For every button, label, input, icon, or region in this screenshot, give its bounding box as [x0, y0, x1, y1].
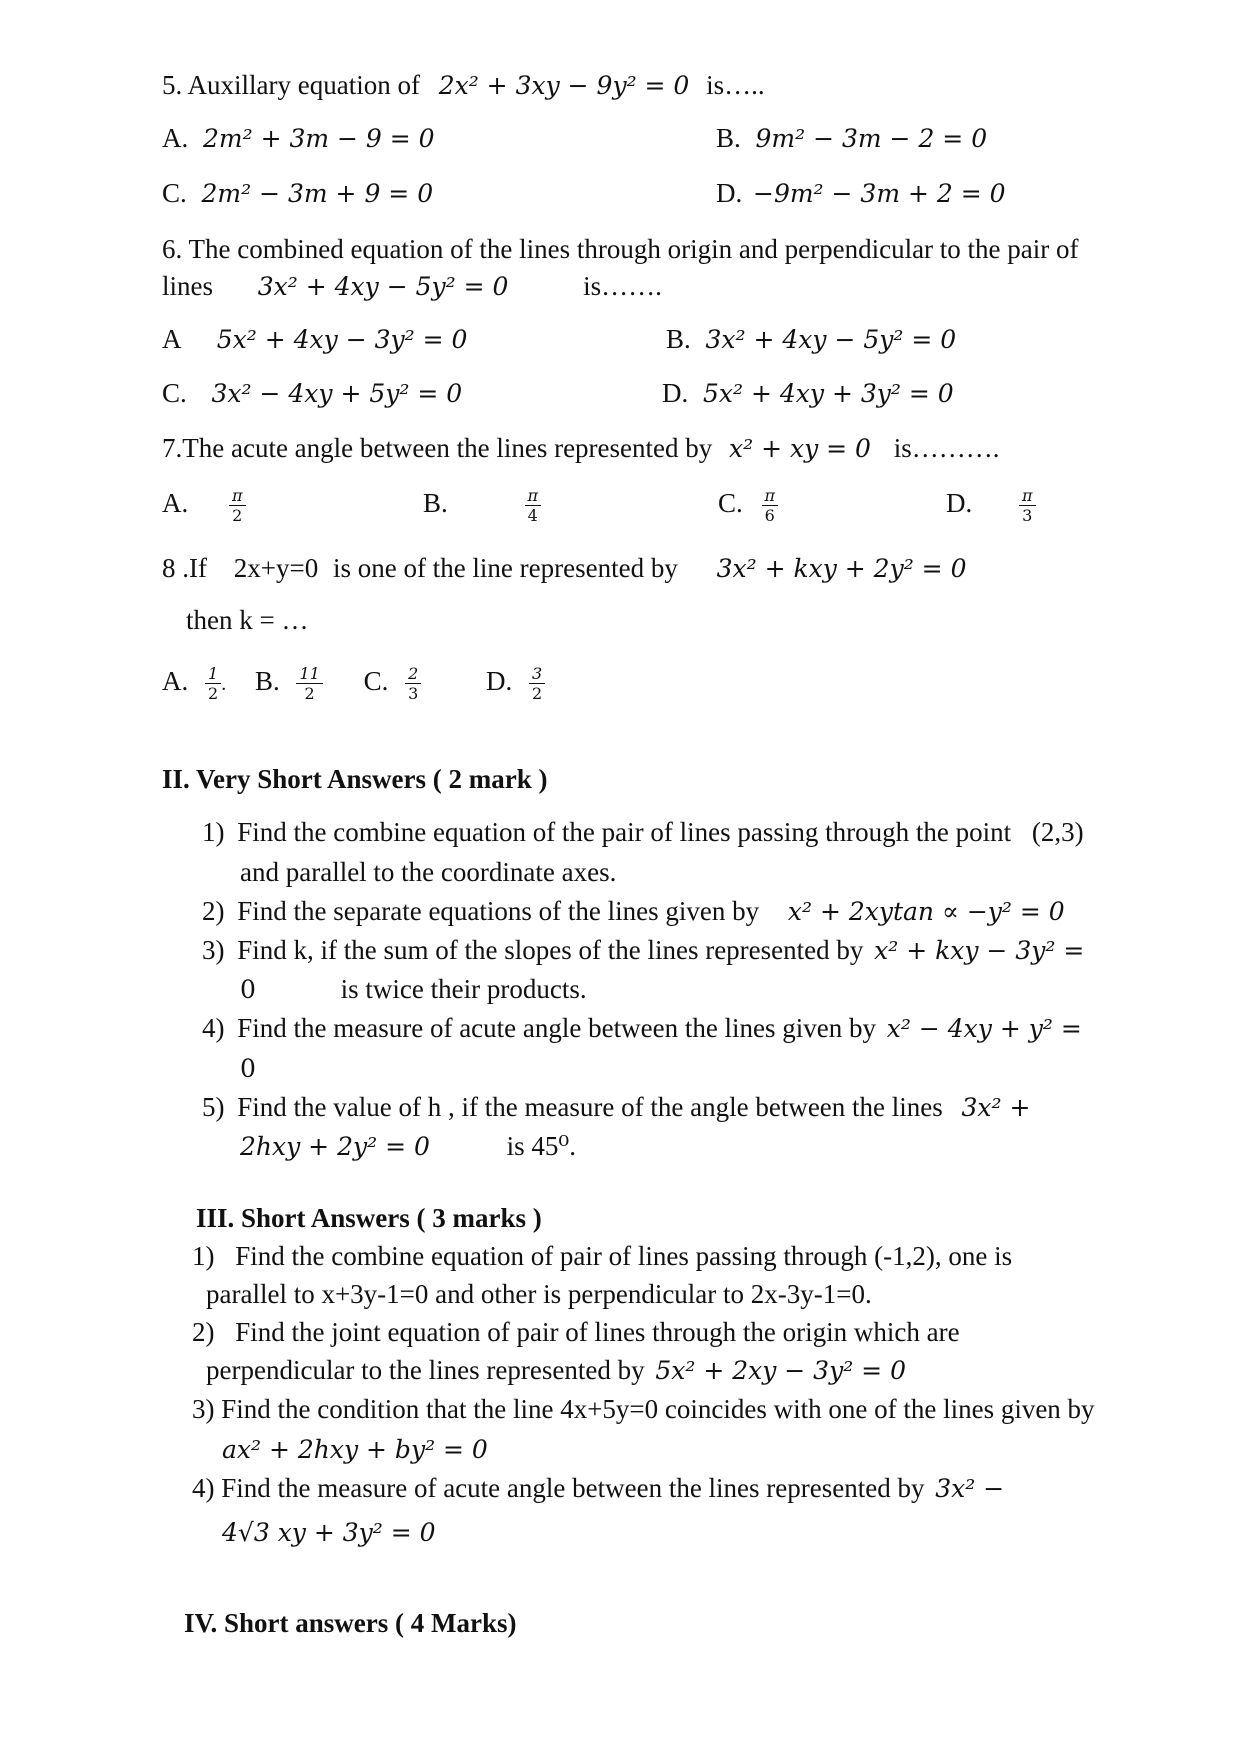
s2-item-3-text: Find k, if the sum of the slopes of the lines represented by [237, 935, 864, 965]
q7-option-b [423, 486, 541, 525]
q6-option-c-text: 3x² − 4xy + 5y² = 0 [211, 379, 463, 408]
q8-option-b-label: B. [254, 665, 280, 696]
q8-options [162, 664, 545, 703]
q8-option-a-dot: . [221, 672, 227, 695]
q5-option-d-text: −9m² − 3m + 2 = 0 [753, 179, 1006, 208]
q6-prefix: lines [162, 271, 213, 301]
s2-item-3-equation: x² + kxy − 3y² = [874, 936, 1085, 965]
q6-option-a-label: A [162, 324, 181, 354]
s2-item-3-equation-cont: 0 [240, 975, 256, 1004]
fraction-denominator: 2 [532, 684, 543, 704]
q7-option-a-label: A. [162, 487, 189, 518]
s2-item-4 [202, 1013, 1082, 1044]
fraction-numerator: 1 [205, 664, 221, 684]
s2-item-4-line2 [240, 1053, 256, 1084]
q6-option-a [162, 324, 467, 355]
s2-item-1 [202, 817, 1084, 848]
s2-item-2 [202, 896, 1065, 927]
s3-item-4 [192, 1473, 1004, 1504]
s2-item-5-text: Find the value of h , if the measure of the angle between the lines [237, 1092, 943, 1122]
q5-option-c-text: 2m² − 3m + 9 = 0 [201, 179, 434, 208]
q8-option-a-fraction [205, 664, 221, 703]
q6-option-d [662, 378, 954, 409]
q8-option-d-label: D. [486, 665, 513, 696]
q7-equation: x² + xy = 0 [729, 434, 871, 463]
q8-equation: 3x² + kxy + 2y² = 0 [716, 554, 967, 583]
section-3-heading: III. Short Answers ( 3 marks ) [196, 1203, 542, 1233]
q8-prefix: 8 .If [162, 553, 207, 583]
s3-item-1-num: 1) [192, 1241, 215, 1271]
fraction-denominator: 4 [527, 506, 538, 526]
q5-option-b-label: B. [716, 123, 741, 153]
s3-item-3 [192, 1394, 1095, 1425]
fraction-denominator: 3 [408, 684, 419, 704]
s2-item-3-text-cont: is twice their products. [340, 974, 587, 1004]
s2-item-4-text: Find the measure of acute angle between the lines given by [237, 1013, 877, 1043]
q7-option-c [718, 486, 778, 525]
q7-stem-line [162, 433, 999, 464]
q8-option-d-fraction [529, 664, 545, 703]
s2-item-5-equation: 3x² + [961, 1093, 1031, 1122]
q6-equation: 3x² + 4xy − 5y² = 0 [257, 272, 509, 301]
q8-given-line: 2x+y=0 [233, 553, 319, 583]
q7-suffix: is………. [893, 433, 1000, 463]
s3-item-2 [192, 1317, 960, 1348]
s3-item-2-equation: 5x² + 2xy − 3y² = 0 [655, 1356, 906, 1385]
q6-option-b-label: B. [666, 324, 691, 354]
q6-option-a-text: 5x² + 4xy − 3y² = 0 [216, 325, 468, 354]
fraction-denominator: 3 [1022, 506, 1033, 526]
fraction-denominator: 2 [232, 506, 243, 526]
s2-item-3-num: 3) [202, 935, 225, 965]
q8-stem-middle: is one of the line represented by [332, 553, 678, 583]
s3-item-3-num: 3) [192, 1394, 215, 1424]
s2-item-4-num: 4) [202, 1013, 225, 1043]
fraction-numerator: 3 [529, 664, 545, 684]
q5-option-a-label: A. [162, 123, 189, 153]
q6-stem-line1: 6. The combined equation of the lines through origin and perpendicular to the pair of [162, 234, 1079, 264]
s2-item-2-num: 2) [202, 896, 225, 926]
s2-item-4-equation-cont: 0 [240, 1054, 256, 1083]
q8-option-c-fraction [405, 664, 421, 703]
q7-option-d [946, 486, 1036, 525]
fraction-denominator: 2 [304, 684, 315, 704]
s3-item-4-equation-cont: 4√3 xy + 3y² = 0 [222, 1518, 436, 1547]
q7-option-a-fraction [229, 486, 246, 525]
q6-option-d-text: 5x² + 4xy + 3y² = 0 [703, 379, 954, 408]
fraction-denominator: 6 [764, 506, 775, 526]
s3-item-4-text: Find the measure of acute angle between the lines represented by [221, 1473, 925, 1503]
q5-option-a [162, 123, 435, 154]
fraction-numerator: π [1019, 486, 1036, 506]
s2-item-4-equation: x² − 4xy + y² = [886, 1014, 1082, 1043]
q5-option-a-text: 2m² + 3m − 9 = 0 [203, 124, 435, 153]
s2-item-5-num: 5) [202, 1092, 225, 1122]
fraction-denominator: 2 [208, 684, 219, 704]
q8-stem-line2: then k = … [186, 605, 309, 635]
s3-item-2-text: Find the joint equation of pair of lines through the origin which are [235, 1317, 960, 1347]
q6-option-c-label: C. [162, 378, 187, 408]
q5-stem-line [162, 70, 765, 101]
q6-option-d-label: D. [662, 378, 689, 408]
s2-item-5-equation-cont: 2hxy + 2y² = 0 [240, 1132, 430, 1161]
s3-item-1-text: Find the combine equation of pair of lines passing through (-1,2), one is [235, 1241, 1013, 1271]
s2-item-3-line2 [240, 974, 587, 1005]
s2-item-2-text: Find the separate equations of the lines given by [237, 896, 760, 926]
s3-item-4-line2 [222, 1517, 436, 1548]
s2-item-3 [202, 935, 1084, 966]
q5-suffix: is….. [706, 70, 765, 100]
fraction-numerator: π [525, 486, 542, 506]
s2-item-1-line2: and parallel to the coordinate axes. [240, 857, 617, 887]
s2-item-1-num: 1) [202, 817, 225, 847]
s2-item-1-point: (2,3) [1031, 817, 1084, 847]
s2-item-5 [202, 1092, 1030, 1123]
s3-item-2-text-cont: perpendicular to the lines represented by [206, 1355, 645, 1385]
q5-option-c-label: C. [162, 178, 187, 208]
s3-item-4-num: 4) [192, 1473, 215, 1503]
q7-option-c-fraction [762, 486, 779, 525]
s3-item-3-line2 [222, 1434, 488, 1465]
fraction-numerator: 11 [296, 664, 322, 684]
q7-option-c-label: C. [718, 487, 743, 518]
s3-item-2-line2 [206, 1355, 906, 1386]
q5-option-b-text: 9m² − 3m − 2 = 0 [755, 124, 988, 153]
q6-option-c [162, 378, 462, 409]
fraction-numerator: π [229, 486, 246, 506]
section-2-heading: II. Very Short Answers ( 2 mark ) [162, 764, 548, 794]
q8-option-c-label: C. [363, 665, 389, 696]
s3-item-3-text: Find the condition that the line 4x+5y=0 coincides with one of the lines given by [221, 1394, 1095, 1424]
section-4-heading: IV. Short answers ( 4 Marks) [184, 1608, 517, 1638]
q5-stem: 5. Auxillary equation of [162, 70, 420, 100]
q6-option-b-text: 3x² + 4xy − 5y² = 0 [705, 325, 957, 354]
s3-item-4-equation: 3x² − [935, 1474, 1005, 1503]
q6-stem-line2 [162, 271, 662, 302]
q6-option-b [666, 324, 956, 355]
q7-option-a [162, 486, 246, 525]
q5-option-c [162, 178, 433, 209]
q6-suffix: is……. [583, 271, 662, 301]
s2-item-1-text: Find the combine equation of the pair of lines passing through the point [237, 817, 1012, 847]
s3-item-2-num: 2) [192, 1317, 215, 1347]
q5-option-d-label: D. [716, 178, 743, 208]
q8-option-b-fraction [296, 664, 322, 703]
s3-item-1 [192, 1241, 1012, 1272]
q5-option-d [716, 178, 1006, 209]
q8-option-a-label: A. [162, 665, 189, 696]
q7-option-d-fraction [1019, 486, 1036, 525]
s3-item-3-equation: ax² + 2hxy + by² = 0 [222, 1435, 488, 1464]
q5-option-b [716, 123, 987, 154]
q5-equation: 2x² + 3xy − 9y² = 0 [438, 71, 690, 100]
q7-option-b-fraction [525, 486, 542, 525]
q7-option-b-label: B. [423, 487, 448, 518]
s2-item-5-line2 [240, 1131, 576, 1162]
q7-stem: 7.The acute angle between the lines represented by [162, 433, 713, 463]
s3-item-1-line2: parallel to x+3y-1=0 and other is perpendicular to 2x-3y-1=0. [206, 1279, 872, 1309]
q8-stem-line [162, 553, 966, 584]
s2-item-5-text-cont: is 45⁰. [506, 1131, 576, 1161]
fraction-numerator: π [762, 486, 779, 506]
fraction-numerator: 2 [405, 664, 421, 684]
s2-item-2-equation: x² + 2xytan ∝ −y² = 0 [787, 897, 1065, 926]
q7-option-d-label: D. [946, 487, 973, 518]
